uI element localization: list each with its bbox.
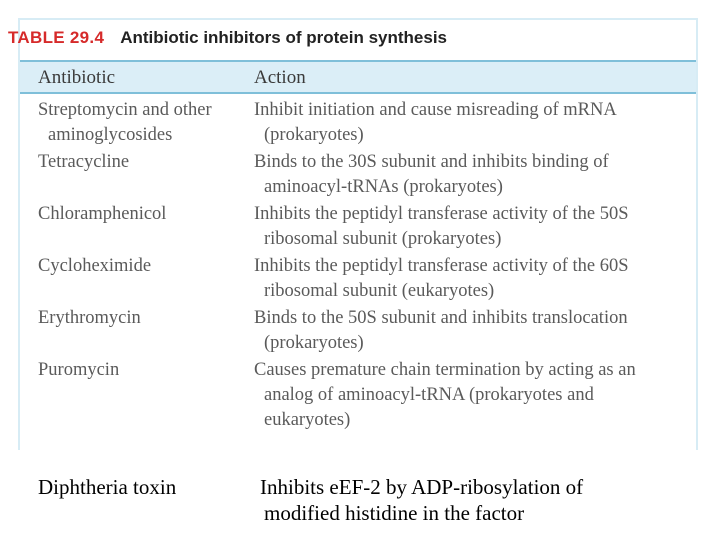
table-title [8,28,708,54]
action-line: Binds to the 30S subunit and inhibits binding of [254,152,609,172]
action-cell [254,306,694,356]
antibiotic-line: Erythromycin [38,308,141,328]
antibiotic-line: aminoglycosides [48,125,173,145]
antibiotic-cell [38,98,258,148]
table-row [20,98,696,150]
action-line: Inhibits the peptidyl transferase activity of the 60S [254,256,629,276]
action-line: analog of aminoacyl-tRNA (prokaryotes and [264,385,594,405]
antibiotic-line: Puromycin [38,360,120,380]
antibiotic-cell [38,254,258,279]
header-action: Action [254,67,306,88]
antibiotic-line: Streptomycin and other [38,100,212,120]
table-row [20,306,696,358]
action-line: (prokaryotes) [264,125,364,145]
action-line: Binds to the 50S subunit and inhibits translocation [254,308,628,328]
action-cell [254,358,694,433]
action-cell [254,254,694,304]
extra-antibiotic: Diphtheria toxin [38,475,177,499]
extra-action-line: modified histidine in the factor [264,501,525,525]
extra-action [260,474,700,526]
action-cell [254,98,694,148]
table-caption: Antibiotic inhibitors of protein synthesis [120,28,448,47]
action-line: Inhibits the peptidyl transferase activity of the 50S [254,204,629,224]
action-line: (prokaryotes) [264,333,364,353]
header-antibiotic: Antibiotic [38,67,116,88]
table-header-row [20,60,696,94]
action-cell [254,150,694,200]
antibiotic-line: Tetracycline [38,152,130,172]
action-line: eukaryotes) [264,410,351,430]
table-body [20,98,696,436]
action-line: Causes premature chain termination by acting as an [254,360,636,380]
table-number: TABLE 29.4 [8,28,105,47]
table-row [20,202,696,254]
action-cell [254,202,694,252]
extra-action-line: Inhibits eEF-2 by ADP-ribosylation of [260,475,584,499]
antibiotic-cell [38,306,258,331]
antibiotic-cell [38,150,258,175]
antibiotic-line: Chloramphenicol [38,204,167,224]
table-row [20,150,696,202]
action-line: Inhibit initiation and cause misreading of mRNA [254,100,617,120]
table-row [20,254,696,306]
action-line: ribosomal subunit (prokaryotes) [264,229,502,249]
action-line: aminoacyl-tRNAs (prokaryotes) [264,177,503,197]
antibiotic-line: Cycloheximide [38,256,152,276]
table-row [20,358,696,436]
antibiotic-cell [38,358,258,383]
antibiotic-cell [38,202,258,227]
action-line: ribosomal subunit (eukaryotes) [264,281,495,301]
